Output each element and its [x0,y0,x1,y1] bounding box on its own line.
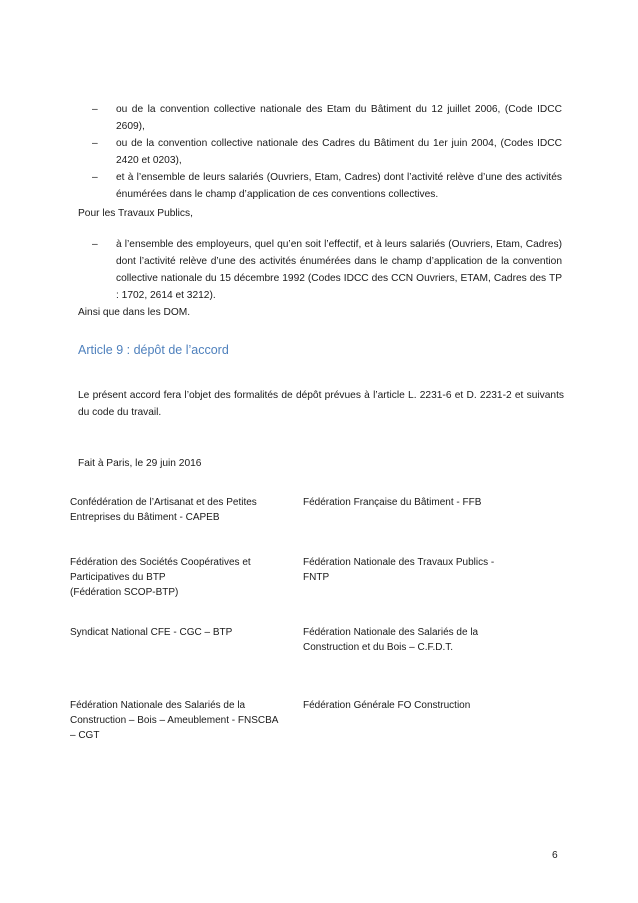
signatory-line: Fédération des Sociétés Coopératives et [70,557,251,568]
signatory-line: Fédération Générale FO Construction [303,700,471,711]
signatory-line: FNTP [303,572,330,583]
signature-place-date: Fait à Paris, le 29 juin 2016 [78,458,202,469]
signatory-line: Confédération de l’Artisanat et des Petites [70,497,257,508]
signatory-line: Entreprises du Bâtiment - CAPEB [70,512,220,523]
list-item [92,135,562,169]
signatory-right [303,555,533,585]
signatory-line: Participatives du BTP [70,572,166,583]
signatory-left [70,555,285,600]
list-item [92,236,562,304]
signatory-left [70,495,285,525]
signatory-line: Construction et du Bois – C.F.D.T. [303,642,454,653]
dash-bullet: – [92,172,98,183]
signatory-line: – CGT [70,730,100,741]
signatory-right [303,625,533,655]
list-item [92,169,562,203]
signatory-line: (Fédération SCOP-BTP) [70,587,179,598]
travaux-publics-list [92,236,562,304]
signatory-line: Fédération Nationale des Salariés de la [303,627,479,638]
signatory-line: Fédération Française du Bâtiment - FFB [303,497,482,508]
signatory-right [303,698,533,713]
dash-bullet: – [92,104,98,115]
travaux-publics-intro: Pour les Travaux Publics, [78,208,193,219]
page-number: 6 [552,850,558,861]
article-body: Le présent accord fera l’objet des formalités de dépôt prévues à l’article L. 2231-6 et D. 2231-2 et suivants du code du travail. [78,390,564,418]
signatory-left [70,625,285,640]
list-item [92,101,562,135]
article-heading: Article 9 : dépôt de l’accord [78,343,229,357]
signatory-line: Syndicat National CFE - CGC – BTP [70,627,233,638]
signatory-right [303,495,533,510]
signatory-line: Construction – Bois – Ameublement - FNSCBA [70,715,279,726]
signatory-line: Fédération Nationale des Travaux Publics - [303,557,495,568]
dash-bullet: – [92,239,98,250]
signatory-left [70,698,285,743]
dash-bullet: – [92,138,98,149]
dom-line: Ainsi que dans les DOM. [78,307,191,318]
list-item-text: ou de la convention collective nationale des Cadres du Bâtiment du 1er juin 2004, (Codes IDCC 2420 et 0203), [116,138,562,166]
list-item-text: ou de la convention collective nationale des Etam du Bâtiment du 12 juillet 2006, (Code IDCC 2609), [116,104,562,132]
list-item-text: à l’ensemble des employeurs, quel qu’en soit l’effectif, et à leurs salariés (Ouvriers, Etam, Cadres) dont l’activité relève d’une des activités énumérées dans le champ d’application de la convention collective nationale du 15 décembre 1992 (Codes IDCC des CCN Ouvriers, ETAM, Cadres des TP : 1702, 2614 et 3212). [116,239,562,301]
signatory-line: Fédération Nationale des Salariés de la [70,700,246,711]
batiment-conventions-list [92,101,562,203]
list-item-text: et à l’ensemble de leurs salariés (Ouvriers, Etam, Cadres) dont l’activité relève d’une des activités énumérées dans le champ d’application de ces conventions collectives. [116,172,562,200]
